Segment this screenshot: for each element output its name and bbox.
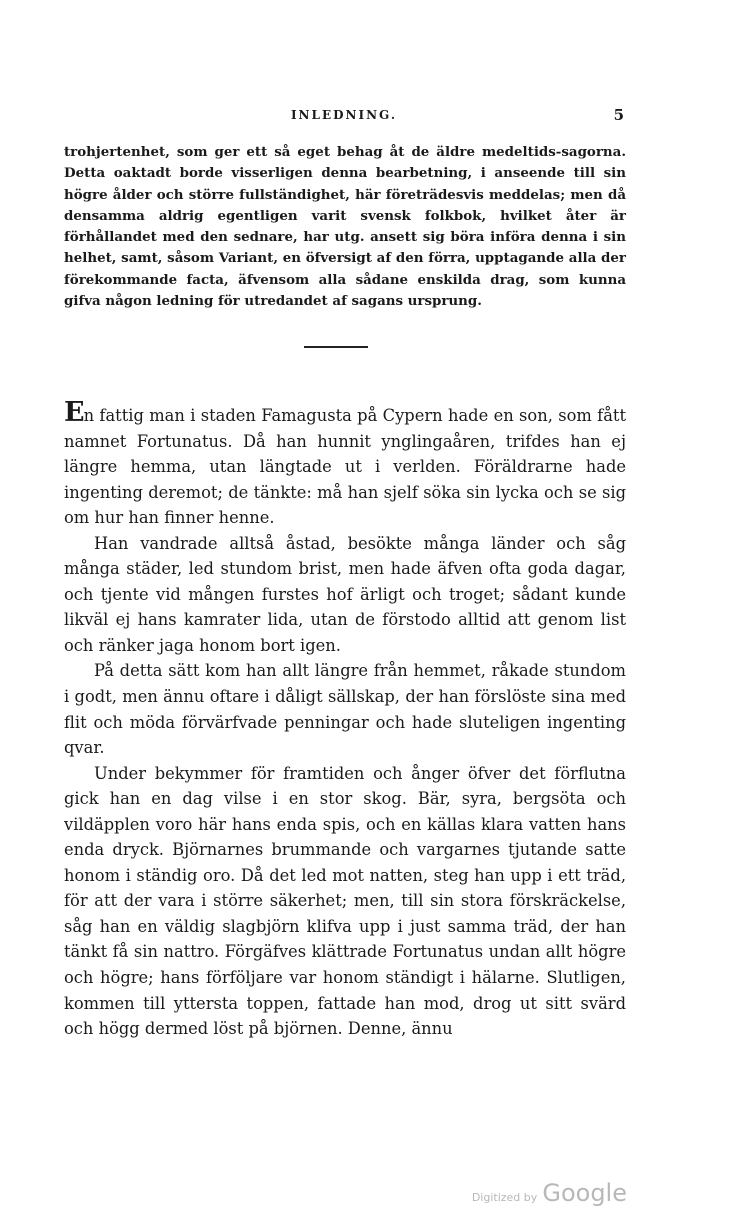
intro-paragraph: trohjertenhet, som ger ett så eget behag åt de äldre medeltids-sagorna. Detta oaktadt borde visserligen denna bearbetning, i anseende till sin högre ålder och större fullständighet, här företrädesvis meddelas; men då densamma aldrig egentligen varit svensk folkbok, hvilket åter är förhållandet med den sednare, har utg. ansett sig böra införa denna i sin helhet, samt, såsom Variant, en öfversigt af den förra, upptagande alla der förekommande facta, äfvensom alla sådane enskilda drag, som kunna gifva någon ledning för utredandet af sagans ursprung.: [64, 144, 626, 310]
story-paragraph: Under bekymmer för framtiden och ånger öfver det förflutna gick han en dag vilse i en stor skog. Bär, syra, bergsöta och vildäpplen voro här hans enda spis, och en källas klara vatten hans enda dryck. Björnarnes brummande och vargarnes tjutande satte honom i ständig oro. Då det led mot natten, steg han upp i ett träd, för att der vara i större säkerhet; men, till sin stora förskräckelse, såg han en väldig slagbjörn klifva upp i just samma träd, der han tänkt få sin nattro. Förgäfves klättrade Fortunatus undan allt högre och högre; hans förföljare var honom ständigt i hälarne. Slutligen, kommen till yttersta toppen, fattade han mod, drog ut sitt svärd och högg dermed löst på björnen. Denne, ännu: [64, 763, 626, 1039]
story-paragraph: På detta sätt kom han allt längre från hemmet, råkade stundom i godt, men ännu oftare i dåligt sällskap, der han förslöste sina med flit och möda förvärfvade penningar och hade sluteligen ingenting qvar.: [64, 661, 626, 758]
running-head: [64, 108, 624, 130]
google-logo: Google: [542, 1179, 627, 1207]
first-paragraph-text: n fattig man i staden Famagusta på Cypern hade en son, som fått namnet Fortunatus. Då han hunnit ynglingaåren, trifdes han ej längre hemma, utan längtade ut i verlden. Föräldrarne hade ingenting deremot; de tänkte: må han sjelf söka sin lycka och se sig om hur han finner henne.: [64, 406, 626, 528]
drop-cap: E: [64, 397, 84, 428]
chapter-heading: INLEDNING.: [290, 108, 398, 122]
intro-section: [64, 142, 626, 312]
section-divider: [304, 346, 368, 348]
story-paragraph: [64, 397, 626, 531]
digitized-watermark: [472, 1179, 627, 1207]
watermark-prefix: Digitized by: [471, 1191, 538, 1204]
page-number: 5: [613, 106, 624, 124]
story-paragraph: Han vandrade alltså åstad, besökte många länder och såg många städer, led stundom brist, men hade äfven ofta goda dagar, och tjente vid mången furstes hof ärligt och troget; sådant kunde likväl ej hans kamrater lida, utan de förstodo alltid att genom list och ränker jaga honom bort igen.: [64, 533, 626, 655]
story-text: [64, 397, 626, 1042]
